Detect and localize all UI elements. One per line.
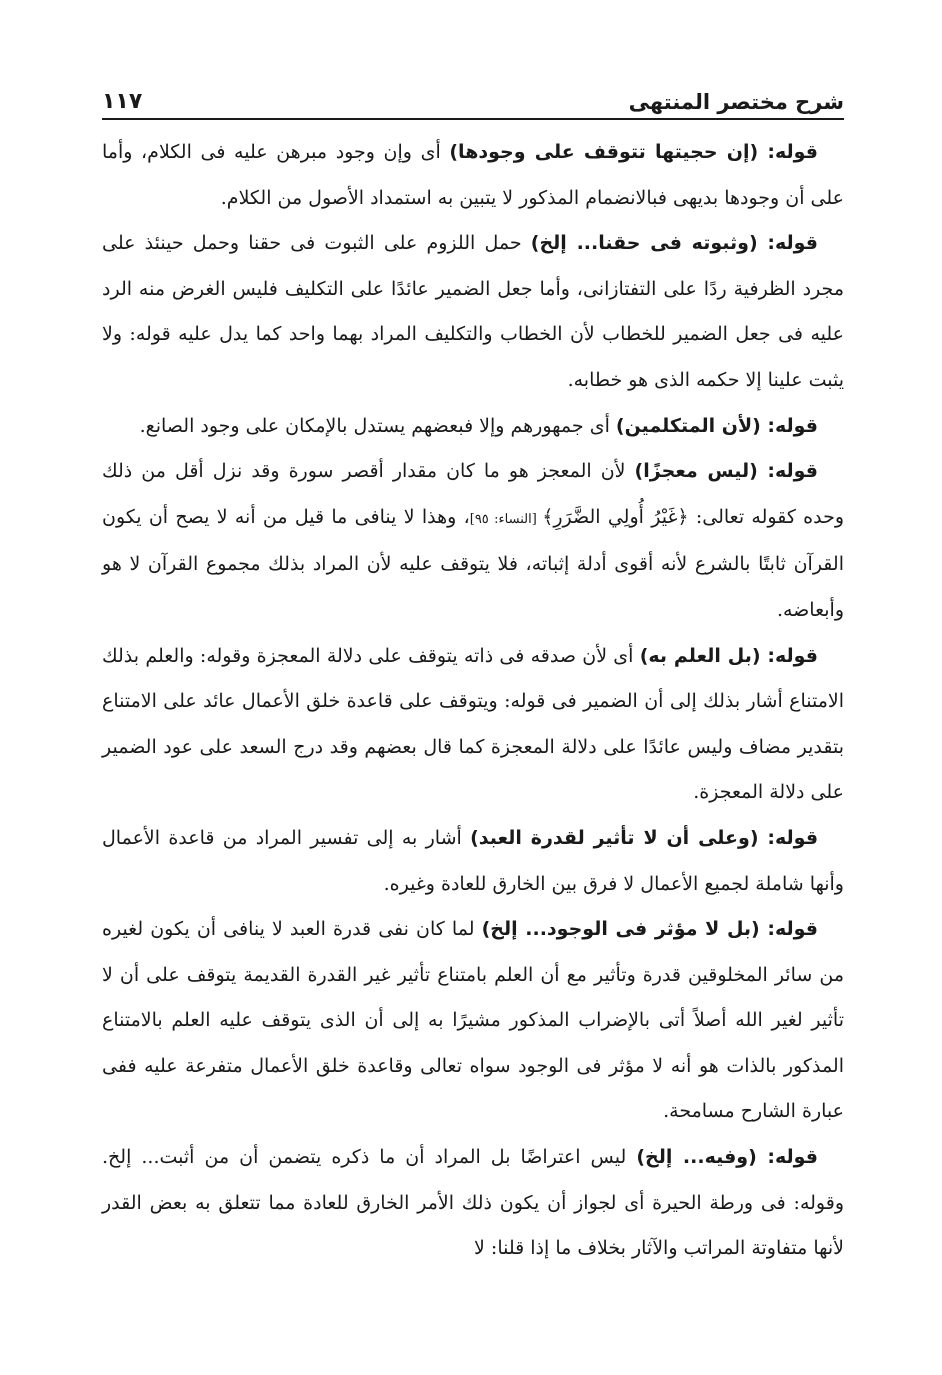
commentary-body — [102, 130, 844, 1272]
commentary-paragraph — [102, 816, 844, 907]
quoted-lemma: قوله: (بل لا مؤثر فى الوجود... إلخ) — [481, 918, 818, 941]
paragraph-text: لأن المعجز هو ما كان مقدار أقصر سورة وقد نزل أقل من ذلك وحده كقوله تعالى: — [102, 460, 845, 528]
book-title: شرح مختصر المنتهى — [628, 90, 844, 114]
paragraph-text: ليس اعتراضًا بل المراد أن ما ذكره يتضمن أن من أثبت... إلخ. وقوله: فى ورطة الحيرة أى لجواز أن يكون ذلك الأمر الخارق للعادة مما تتعلق به بعض القدر لأنها متفاوتة المراتب والآثار بخلاف ما إذا قلنا: لا — [102, 1146, 844, 1260]
commentary-paragraph — [102, 221, 844, 403]
quran-verse: ﴿غَيْرُ أُولِي الضَّرَرِ﴾ — [542, 505, 689, 528]
quoted-lemma: قوله: (إن حجيتها تتوقف على وجودها) — [449, 141, 818, 163]
verse-reference: [النساء: ٩٥] — [469, 511, 543, 527]
commentary-paragraph — [102, 634, 844, 816]
paragraph-text: ، وهذا لا ينافى ما قيل من أنه لا يصح أن يكون القرآن ثابتًا بالشرع لأنه أقوى أدلة إثباته، فلا يتوقف عليه لأن المراد بذلك مجموع القرآن لا هو وأبعاضه. — [102, 505, 844, 621]
paragraph-text: لما كان نفى قدرة العبد لا ينافى أن يكون لغيره من سائر المخلوقين قدرة وتأثير مع أن العلم بامتناع تأثير غير القدرة القديمة يتوقف على أن لا تأثير لغير الله أصلاً أتى بالإضراب المذكور مشيرًا به إلى أن الذى يتوقف عليه العلم بالامتناع المذكور بالذات هو أنه لا مؤثر فى الوجود سواه تعالى وقاعدة خلق الأعمال متفرعة عليه ففى عبارة الشارح مسامحة. — [102, 918, 844, 1123]
commentary-paragraph — [102, 907, 844, 1135]
quoted-lemma: قوله: (وعلى أن لا تأثير لقدرة العبد) — [470, 826, 819, 849]
commentary-paragraph — [102, 130, 844, 221]
quoted-lemma: قوله: (وثبوته فى حقنا... إلخ) — [530, 232, 818, 255]
running-header — [102, 80, 844, 120]
commentary-paragraph — [102, 449, 844, 633]
paragraph-text: حمل اللزوم على الثبوت فى حقنا وحمل حينئذ على مجرد الظرفية ردًا على التفتازانى، وأما جعل الضمير عائدًا على التكليف فليس الغرض منه الرد عليه فى جعل الضمير للخطاب لأن الخطاب والتكليف المراد بهما واحد كما يدل عليه قوله: ولا يثبت علينا إلا حكمه الذى هو خطابه. — [102, 232, 844, 391]
paragraph-text: أشار به إلى تفسير المراد من قاعدة الأعمال وأنها شاملة لجميع الأعمال لا فرق بين الخارق للعادة وغيره. — [102, 826, 844, 895]
quoted-lemma: قوله: (لأن المتكلمين) — [615, 414, 818, 437]
quoted-lemma: قوله: (وفيه... إلخ) — [636, 1146, 818, 1169]
commentary-paragraph — [102, 404, 844, 450]
quoted-lemma: قوله: (ليس معجزًا) — [634, 460, 818, 483]
paragraph-text: أى لأن صدقه فى ذاته يتوقف على دلالة المعجزة وقوله: والعلم بذلك الامتناع أشار بذلك إلى أن الضمير فى قوله: ويتوقف على قاعدة خلق الأعمال عائد على الامتناع بتقدير مضاف وليس عائدًا على دلالة المعجزة كما قال بعضهم وقد درج السعد على عود الضمير على دلالة المعجزة. — [102, 644, 844, 804]
paragraph-text: أى وإن وجود مبرهن عليه فى الكلام، وأما على أن وجودها بديهى فبالانضمام المذكور لا يتبين به استمداد الأصول من الكلام. — [102, 141, 844, 209]
paragraph-text: أى جمهورهم وإلا فبعضهم يستدل بالإمكان على وجود الصانع. — [139, 414, 616, 437]
quoted-lemma: قوله: (بل العلم به) — [639, 644, 818, 667]
commentary-paragraph — [102, 1135, 844, 1272]
page-number: ١١٧ — [102, 89, 143, 114]
